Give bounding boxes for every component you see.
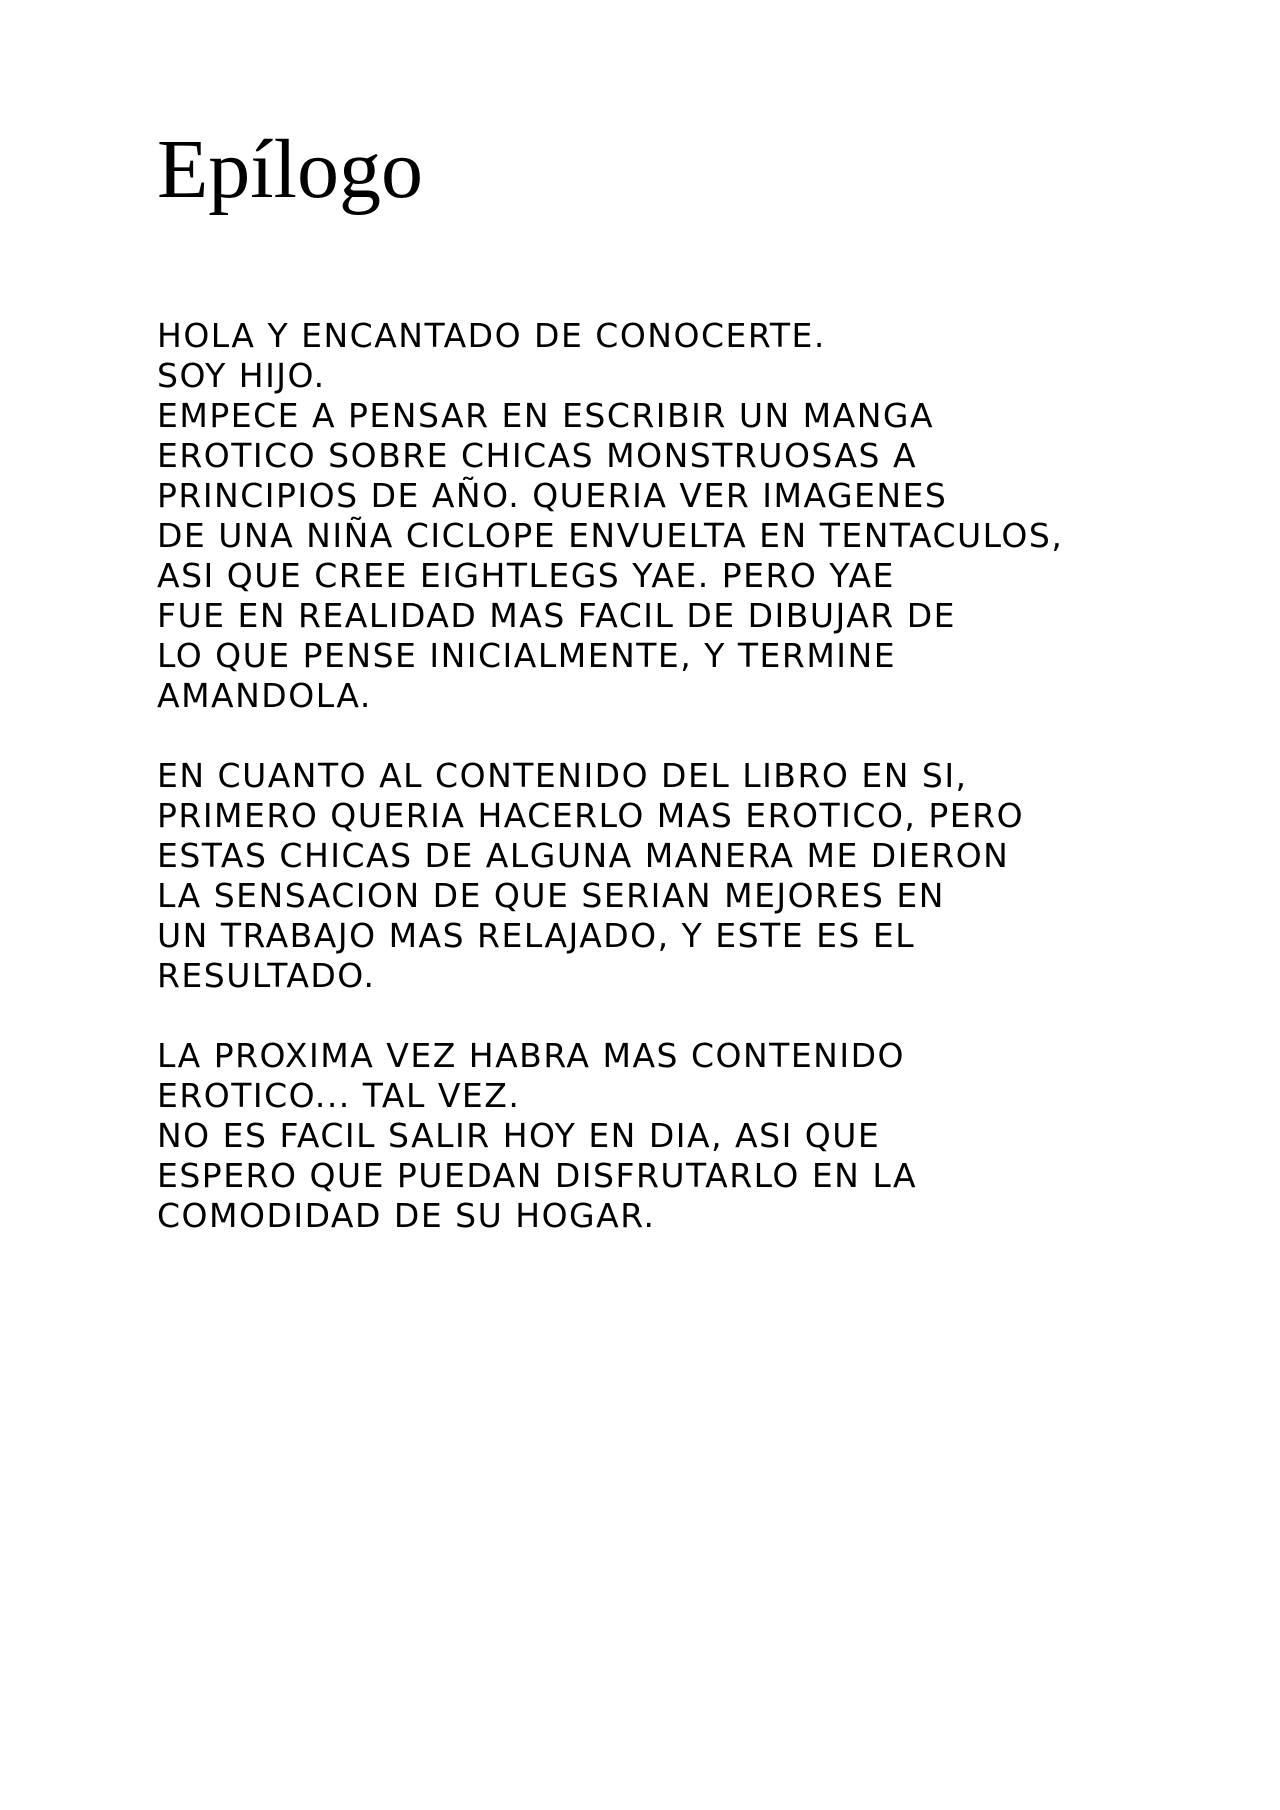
text-line: COMODIDAD DE SU HOGAR. — [157, 1196, 656, 1235]
text-line: LO QUE PENSE INICIALMENTE, Y TERMINE — [157, 636, 897, 675]
text-line: LA PROXIMA VEZ HABRA MAS CONTENIDO — [157, 1036, 905, 1075]
text-line: SOY HIJO. — [157, 356, 326, 395]
text-line: DE UNA NIÑA CICLOPE ENVUELTA EN TENTACULOS, — [157, 516, 1064, 555]
text-line: EN CUANTO AL CONTENIDO DEL LIBRO EN SI, — [157, 756, 968, 795]
text-line: AMANDOLA. — [157, 676, 372, 715]
text-line: ASI QUE CREE EIGHTLEGS YAE. PERO YAE — [157, 556, 895, 595]
text-line: ESTAS CHICAS DE ALGUNA MANERA ME DIERON — [157, 836, 1010, 875]
text-line: EROTICO SOBRE CHICAS MONSTRUOSAS A — [157, 436, 918, 475]
text-line: PRIMERO QUERIA HACERLO MAS EROTICO, PERO — [157, 796, 1025, 835]
text-line: PRINCIPIOS DE AÑO. QUERIA VER IMAGENES — [157, 476, 948, 515]
text-line: NO ES FACIL SALIR HOY EN DIA, ASI QUE — [157, 1116, 881, 1155]
epilogue-body — [157, 316, 1157, 1236]
text-line: FUE EN REALIDAD MAS FACIL DE DIBUJAR DE — [157, 596, 956, 635]
paragraph-spacer — [157, 716, 1157, 756]
text-line: RESULTADO. — [157, 956, 376, 995]
text-line: ESPERO QUE PUEDAN DISFRUTARLO EN LA — [157, 1156, 918, 1195]
page-title: Epílogo — [157, 123, 423, 216]
text-line: UN TRABAJO MAS RELAJADO, Y ESTE ES EL — [157, 916, 916, 955]
text-line: EROTICO... TAL VEZ. — [157, 1076, 521, 1115]
text-line: LA SENSACION DE QUE SERIAN MEJORES EN — [157, 876, 945, 915]
paragraph-spacer — [157, 996, 1157, 1036]
text-line: HOLA Y ENCANTADO DE CONOCERTE. — [157, 316, 826, 355]
text-line: EMPECE A PENSAR EN ESCRIBIR UN MANGA — [157, 396, 935, 435]
